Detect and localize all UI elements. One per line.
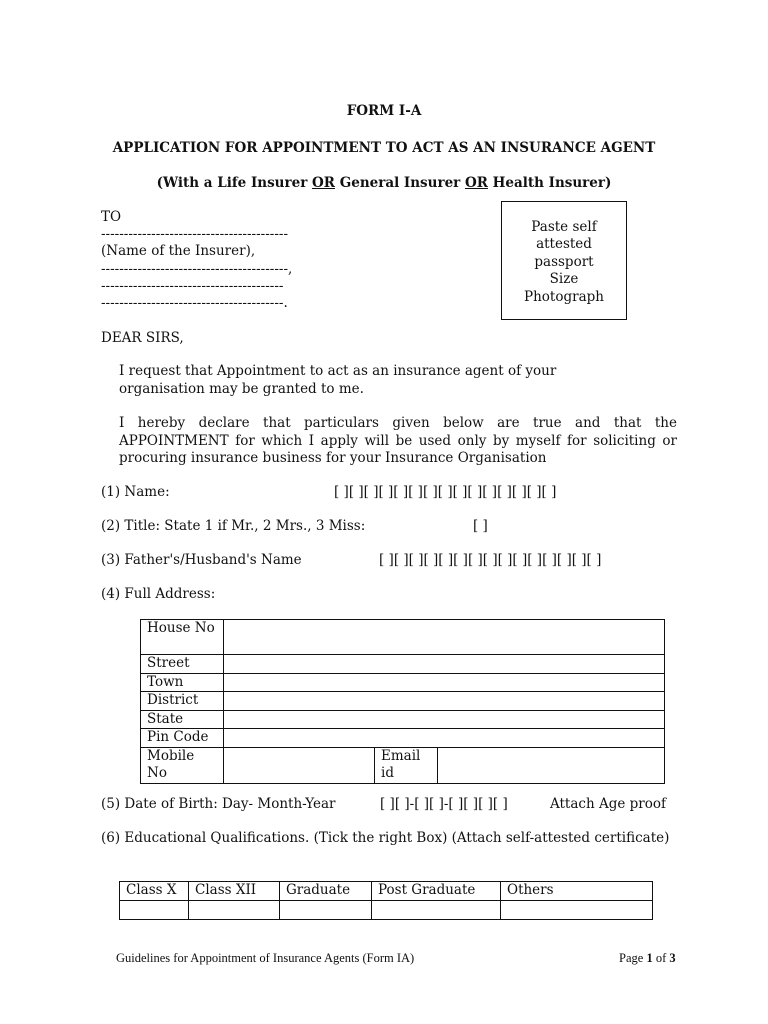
education-table xyxy=(119,881,653,920)
to-label: TO xyxy=(101,209,122,225)
title-label: (2) Title: State 1 if Mr., 2 Mrs., 3 Miss: xyxy=(101,518,366,534)
subheading-mid: General Insurer xyxy=(335,175,465,191)
photo-box-line: passport xyxy=(534,253,594,270)
form-title: FORM I-A xyxy=(346,103,422,119)
address-label: (4) Full Address: xyxy=(101,586,216,602)
district-field[interactable] xyxy=(224,692,665,711)
address-table xyxy=(140,619,665,784)
form-heading: APPLICATION FOR APPOINTMENT TO ACT AS AN INSURANCE AGENT xyxy=(112,140,656,156)
tick-post-graduate[interactable] xyxy=(372,900,501,919)
address-row-house xyxy=(141,620,665,655)
address-row-contact xyxy=(141,747,665,783)
photo-box-line: attested xyxy=(536,236,592,253)
to-line-1: ----------------------------------------- xyxy=(101,226,289,242)
footer-guidelines: Guidelines for Appointment of Insurance Agents (Form IA) xyxy=(116,951,415,965)
dob-label: (5) Date of Birth: Day- Month-Year xyxy=(101,796,336,812)
photo-box xyxy=(501,201,627,320)
paragraph-declaration: I hereby declare that particulars given below are true and that the APPOINTMENT for which I apply will be used only by myself for soliciting or procuring insurance business for your Insurance Organisation xyxy=(119,415,677,466)
page-prefix: Page xyxy=(619,951,647,965)
photo-box-line: Size xyxy=(549,271,579,288)
address-row-state xyxy=(141,710,665,729)
photo-box-line: Paste self xyxy=(531,218,597,235)
education-label: (6) Educational Qualifications. (Tick the right Box) (Attach self-attested certificate) xyxy=(101,830,670,846)
subheading-open: (With a Life Insurer xyxy=(156,175,313,191)
page-of: of xyxy=(652,951,670,965)
tick-others[interactable] xyxy=(501,900,653,919)
education-header-row xyxy=(120,882,653,901)
education-tick-row xyxy=(120,900,653,919)
page-total: 3 xyxy=(669,951,676,965)
subheading-or-2: OR xyxy=(464,175,488,191)
house-no-label: House No xyxy=(141,620,224,655)
address-row-town xyxy=(141,673,665,692)
col-class-xii: Class XII xyxy=(189,882,280,901)
to-line-2: -----------------------------------------, xyxy=(101,261,293,277)
col-post-graduate: Post Graduate xyxy=(372,882,501,901)
photo-box-line: Photograph xyxy=(524,288,604,305)
col-class-x: Class X xyxy=(120,882,189,901)
insurer-name-label: (Name of the Insurer), xyxy=(101,243,256,259)
tick-graduate[interactable] xyxy=(280,900,372,919)
title-box[interactable]: [ ] xyxy=(473,518,488,534)
district-label: District xyxy=(141,692,224,711)
street-label: Street xyxy=(141,655,224,674)
state-field[interactable] xyxy=(224,710,665,729)
col-graduate: Graduate xyxy=(280,882,372,901)
email-id-field[interactable] xyxy=(438,747,665,783)
address-row-district xyxy=(141,692,665,711)
subheading-close: Health Insurer) xyxy=(487,175,612,191)
subheading-or-1: OR xyxy=(312,175,335,191)
footer-page-number xyxy=(619,951,676,966)
father-name-boxes[interactable]: [ ][ ][ ][ ][ ][ ][ ][ ][ ][ ][ ][ ][ ][ ][ ] xyxy=(379,552,602,568)
paragraph-request: I request that Appointment to act as an insurance agent of your organisation may be granted to me. xyxy=(119,363,557,397)
town-field[interactable] xyxy=(224,673,665,692)
pin-code-label: Pin Code xyxy=(141,729,224,748)
page-current: 1 xyxy=(646,951,653,965)
pin-code-field[interactable] xyxy=(224,729,665,748)
state-label: State xyxy=(141,710,224,729)
col-others: Others xyxy=(501,882,653,901)
name-label: (1) Name: xyxy=(101,484,170,500)
town-label: Town xyxy=(141,673,224,692)
address-row-pin xyxy=(141,729,665,748)
dob-boxes[interactable]: [ ][ ]-[ ][ ]-[ ][ ][ ][ ] xyxy=(380,796,508,812)
house-no-field[interactable] xyxy=(224,620,665,655)
form-subheading xyxy=(0,175,768,191)
tick-class-x[interactable] xyxy=(120,900,189,919)
dob-note: Attach Age proof xyxy=(550,796,666,812)
salutation: DEAR SIRS, xyxy=(101,330,184,346)
email-id-label: Email id xyxy=(375,747,438,783)
name-boxes[interactable]: [ ][ ][ ][ ][ ][ ][ ][ ][ ][ ][ ][ ][ ][ ][ ] xyxy=(334,484,557,500)
mobile-no-field[interactable] xyxy=(224,747,375,783)
mobile-no-label: Mobile No xyxy=(141,747,224,783)
to-line-3: ---------------------------------------- xyxy=(101,278,284,294)
address-row-street xyxy=(141,655,665,674)
street-field[interactable] xyxy=(224,655,665,674)
to-line-4: ----------------------------------------. xyxy=(101,295,288,311)
tick-class-xii[interactable] xyxy=(189,900,280,919)
father-name-label: (3) Father's/Husband's Name xyxy=(101,552,302,568)
